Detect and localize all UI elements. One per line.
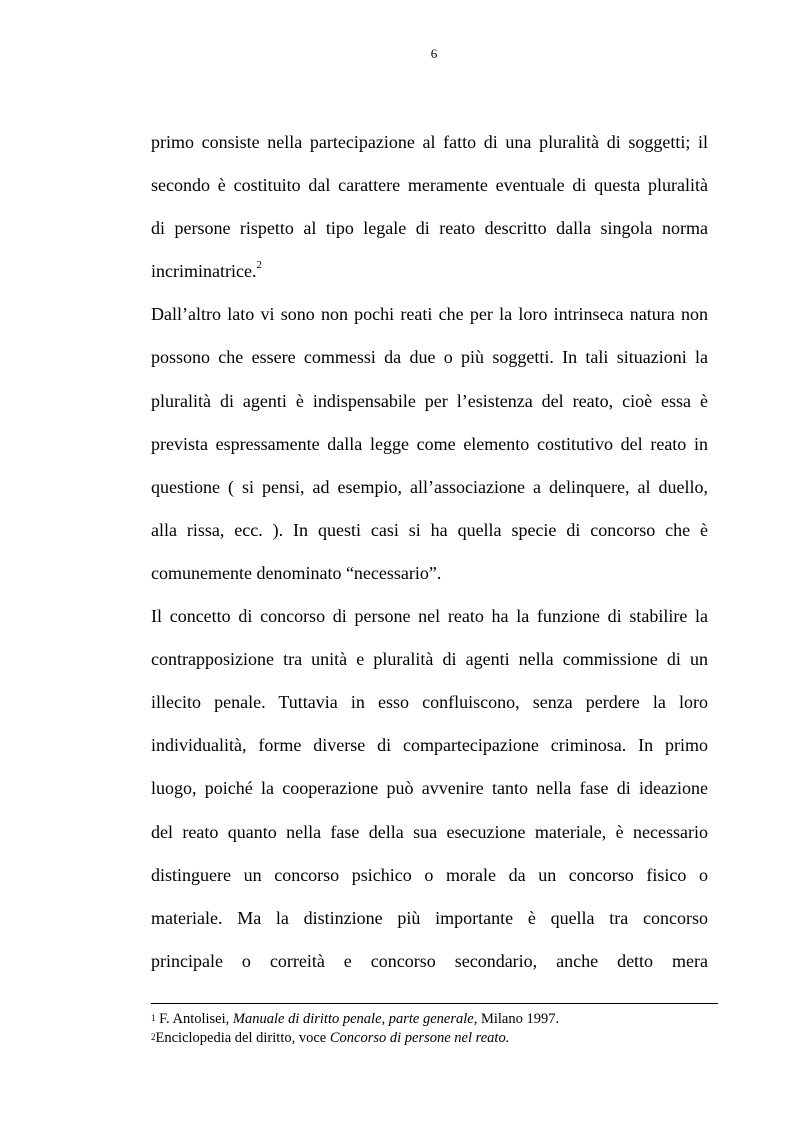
footnote-reference[interactable]: 2 bbox=[256, 259, 262, 272]
text-line: alla rissa, ecc. ). In questi casi si ha quella specie di concorso che è bbox=[151, 519, 708, 540]
paragraph-3 bbox=[151, 595, 708, 983]
text-line: di persone rispetto al tipo legale di reato descritto dalla singola norma bbox=[151, 218, 708, 239]
text-line: principale o correità e concorso secondario, anche detto mera bbox=[151, 950, 708, 971]
footnote-title: Manuale di diritto penale, parte generale, bbox=[232, 1011, 478, 1027]
footnote-1 bbox=[151, 1010, 718, 1029]
text-line: questione ( si pensi, ad esempio, all’associazione a delinquere, al duello, bbox=[151, 476, 708, 497]
text-line: distinguere un concorso psichico o morale da un concorso fisico o bbox=[151, 864, 708, 885]
text-line: Dall’altro lato vi sono non pochi reati che per la loro intrinseca natura non bbox=[151, 304, 708, 325]
footnote-author: F. Antolisei, bbox=[159, 1011, 230, 1027]
text-line: individualità, forme diverse di compartecipazione criminosa. In primo bbox=[151, 735, 708, 756]
text-line: materiale. Ma la distinzione più importante è quella tra concorso bbox=[151, 907, 708, 928]
body-text bbox=[151, 121, 708, 983]
text-line: secondo è costituito dal carattere meramente eventuale di questa pluralità bbox=[151, 175, 708, 196]
text-line-content: incriminatrice. bbox=[151, 261, 257, 282]
footnote-author: Enciclopedia del diritto, voce bbox=[155, 1030, 327, 1046]
text-line: prevista espressamente dalla legge come elemento costitutivo del reato in bbox=[151, 433, 708, 454]
footnote-rest: Milano 1997. bbox=[480, 1011, 560, 1027]
footnote-2 bbox=[151, 1029, 718, 1048]
page-number: 6 bbox=[430, 46, 438, 61]
footnote-mark: 1 bbox=[151, 1013, 156, 1023]
text-line: possono che essere commessi da due o più soggetti. In tali situazioni la bbox=[151, 347, 708, 368]
text-line: Il concetto di concorso di persone nel reato ha la funzione di stabilire la bbox=[151, 606, 708, 627]
text-line: illecito penale. Tuttavia in esso confluiscono, senza perdere la loro bbox=[151, 692, 708, 713]
text-line: luogo, poiché la cooperazione può avvenire tanto nella fase di ideazione bbox=[151, 778, 708, 799]
paragraph-2 bbox=[151, 293, 708, 595]
footnotes bbox=[151, 1010, 718, 1048]
footnote-title: Concorso di persone nel reato. bbox=[329, 1030, 510, 1046]
text-line bbox=[151, 250, 708, 293]
text-line: contrapposizione tra unità e pluralità di agenti nella commissione di un bbox=[151, 649, 708, 670]
footnote-mark: 2 bbox=[151, 1032, 156, 1042]
text-line: comunemente denominato “necessario”. bbox=[151, 562, 442, 583]
text-line: del reato quanto nella fase della sua esecuzione materiale, è necessario bbox=[151, 821, 708, 842]
text-line: primo consiste nella partecipazione al fatto di una pluralità di soggetti; il bbox=[151, 132, 708, 152]
text-line: pluralità di agenti è indispensabile per l’esistenza del reato, cioè essa è bbox=[151, 390, 708, 411]
footnote-divider bbox=[151, 1003, 718, 1004]
paragraph-1 bbox=[151, 121, 708, 293]
